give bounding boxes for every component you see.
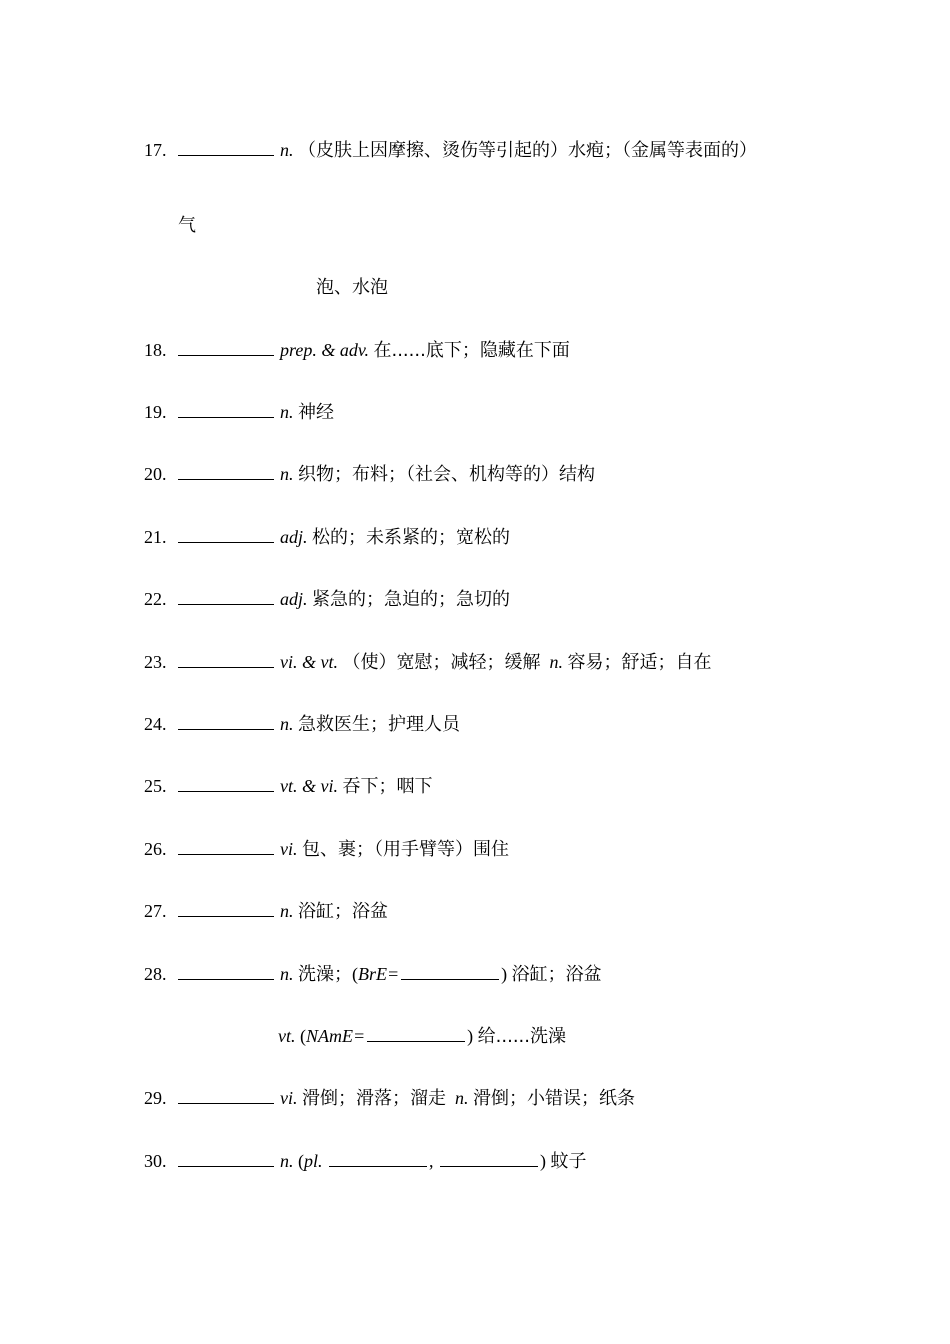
entry-23: [144, 650, 711, 674]
answer-blank[interactable]: [178, 139, 274, 156]
entry-number: 21.: [144, 527, 167, 547]
entry-number: 24.: [144, 714, 167, 734]
bre-answer-blank[interactable]: [401, 963, 499, 980]
definition-2: 容易；舒适；自在: [567, 652, 712, 673]
entry-number: 19.: [144, 402, 167, 422]
part-of-speech: adj.: [280, 527, 308, 547]
entry-25: [144, 774, 432, 798]
part-of-speech: vi.: [280, 1088, 298, 1108]
answer-blank[interactable]: [178, 838, 274, 855]
part-of-speech: n.: [280, 402, 294, 422]
answer-blank[interactable]: [178, 588, 274, 605]
definition: 洗澡；: [298, 964, 352, 985]
plural-answer-blank-2[interactable]: [440, 1150, 538, 1167]
entry-number: 30.: [144, 1151, 167, 1171]
definition-after: 浴缸；浴盆: [511, 964, 602, 985]
name-close: ): [467, 1026, 474, 1046]
entry-17: [144, 138, 757, 162]
definition: 吞下；咽下: [342, 776, 433, 797]
definition-continued: 气: [178, 215, 196, 236]
name-open: (: [300, 1026, 306, 1046]
entry-22: [144, 587, 510, 611]
entry-number: 20.: [144, 464, 167, 484]
part-of-speech-2: n.: [455, 1088, 469, 1108]
part-of-speech-2: n.: [549, 652, 563, 672]
definition: 蚊子: [550, 1151, 587, 1172]
entry-30: [144, 1149, 587, 1173]
definition: （皮肤上因摩擦、烫伤等引起的）水疱；（金属等表面的）: [298, 140, 757, 161]
part-of-speech: n.: [280, 964, 294, 984]
entry-number: 27.: [144, 901, 167, 921]
part-of-speech: n.: [280, 714, 294, 734]
plural-open: (: [298, 1151, 304, 1171]
definition: 在......底下；隐藏在下面: [373, 340, 570, 361]
entry-number: 29.: [144, 1088, 167, 1108]
entry-number: 23.: [144, 652, 167, 672]
answer-blank[interactable]: [178, 526, 274, 543]
answer-blank[interactable]: [178, 651, 274, 668]
answer-blank[interactable]: [178, 713, 274, 730]
answer-blank[interactable]: [178, 900, 274, 917]
definition-2: 滑倒；小错误；纸条: [473, 1088, 635, 1109]
definition-continued: 泡、水泡: [316, 277, 388, 298]
part-of-speech: adj.: [280, 589, 308, 609]
definition: 松的；未系紧的；宽松的: [312, 527, 511, 548]
entry-21: [144, 525, 510, 549]
entry-17-cont1: [178, 213, 196, 237]
part-of-speech: n.: [280, 1151, 294, 1171]
bre-label: BrE=: [358, 964, 400, 984]
answer-blank[interactable]: [178, 963, 274, 980]
definition: （使）宽慰；减轻；缓解: [342, 652, 541, 673]
part-of-speech: vi. & vt.: [280, 652, 338, 672]
entry-17-cont2: [316, 275, 388, 299]
entry-27: [144, 899, 388, 923]
definition-2: 给......洗澡: [477, 1026, 566, 1047]
name-label: NAmE=: [306, 1026, 366, 1046]
part-of-speech: vi.: [280, 839, 298, 859]
entry-number: 17.: [144, 140, 167, 160]
entry-19: [144, 400, 334, 424]
bre-open: (: [352, 964, 358, 984]
entry-number: 25.: [144, 776, 167, 796]
definition: 织物；布料；（社会、机构等的）结构: [298, 464, 595, 485]
plural-label: pl.: [304, 1151, 323, 1171]
answer-blank[interactable]: [178, 1150, 274, 1167]
definition: 滑倒；滑落；溜走: [302, 1088, 446, 1109]
entry-24: [144, 712, 460, 736]
definition: 急救医生；护理人员: [298, 714, 460, 735]
part-of-speech: n.: [280, 140, 294, 160]
entry-number: 18.: [144, 340, 167, 360]
entry-29: [144, 1086, 635, 1110]
bre-close: ): [501, 964, 508, 984]
definition: 紧急的；急迫的；急切的: [312, 589, 511, 610]
answer-blank[interactable]: [178, 401, 274, 418]
part-of-speech-2: vt.: [278, 1026, 296, 1046]
definition: 浴缸；浴盆: [298, 901, 388, 922]
plural-answer-blank-1[interactable]: [329, 1150, 427, 1167]
answer-blank[interactable]: [178, 339, 274, 356]
answer-blank[interactable]: [178, 463, 274, 480]
entry-number: 28.: [144, 964, 167, 984]
entry-number: 22.: [144, 589, 167, 609]
entry-28: [144, 962, 602, 986]
part-of-speech: prep. & adv.: [280, 340, 369, 360]
entry-26: [144, 837, 509, 861]
plural-comma: ,: [429, 1151, 434, 1171]
entry-number: 26.: [144, 839, 167, 859]
plural-close: ): [540, 1151, 547, 1171]
name-answer-blank[interactable]: [367, 1025, 465, 1042]
entry-28-cont: [278, 1024, 566, 1048]
answer-blank[interactable]: [178, 775, 274, 792]
definition: 包、裹；（用手臂等）围住: [302, 839, 509, 860]
answer-blank[interactable]: [178, 1087, 274, 1104]
definition: 神经: [298, 402, 334, 423]
entry-18: [144, 338, 570, 362]
part-of-speech: vt. & vi.: [280, 776, 338, 796]
part-of-speech: n.: [280, 464, 294, 484]
entry-20: [144, 462, 595, 486]
part-of-speech: n.: [280, 901, 294, 921]
